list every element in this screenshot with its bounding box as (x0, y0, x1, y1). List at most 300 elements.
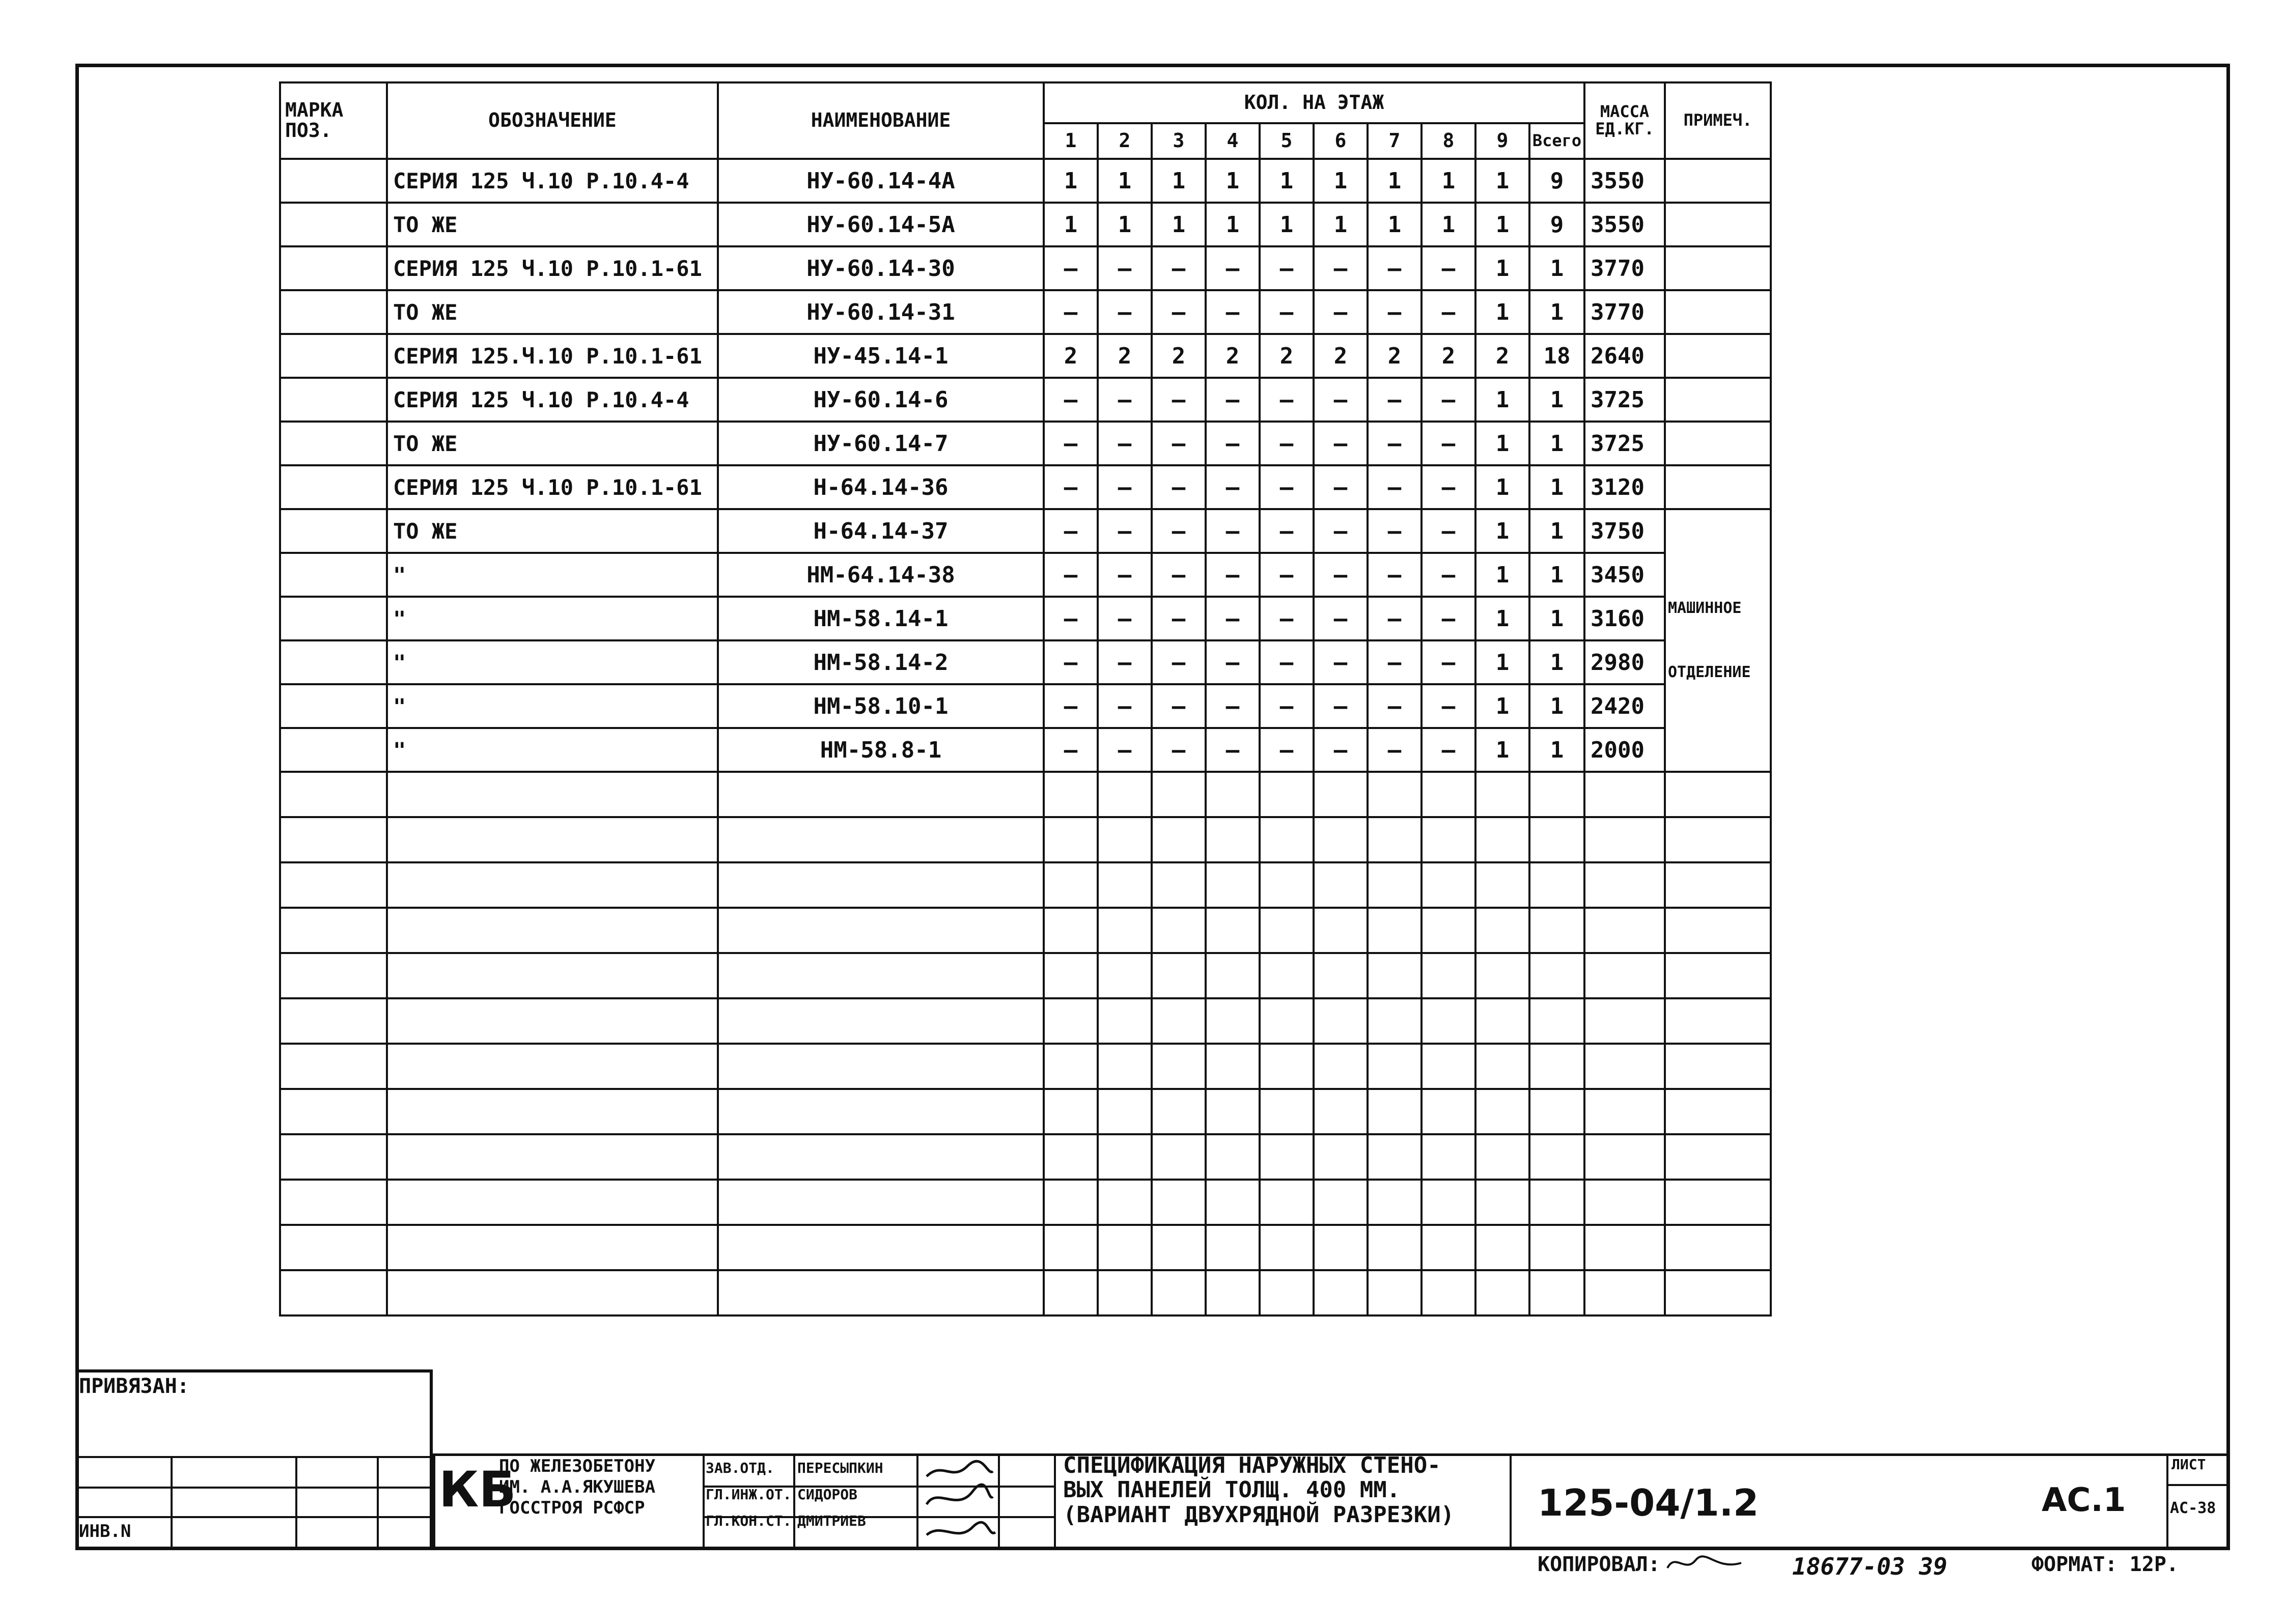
empty-table-row (280, 1044, 1771, 1089)
cell-floor-qty: — (1422, 597, 1475, 640)
cell-floor-qty (1098, 1044, 1152, 1089)
cell-note (1665, 290, 1771, 334)
cell-floor-qty: — (1314, 465, 1368, 509)
cell-floor-qty (1314, 1225, 1368, 1270)
cell-floor-qty (1260, 817, 1314, 862)
cell-floor-qty (1044, 1180, 1098, 1225)
cell-floor-qty: — (1206, 465, 1260, 509)
cell-floor-qty: 1 (1044, 159, 1098, 203)
cell-oboznachenie (387, 1134, 718, 1180)
cell-floor-qty (1475, 1134, 1529, 1180)
cell-total: 9 (1529, 159, 1584, 203)
cell-marka (280, 203, 387, 246)
cell-floor-qty: — (1422, 246, 1475, 290)
cell-floor-qty: — (1152, 509, 1206, 553)
cell-floor-qty: — (1260, 509, 1314, 553)
header-marka: МАРКА ПОЗ. (280, 82, 387, 159)
cell-floor-qty (1152, 1225, 1206, 1270)
cell-oboznachenie (387, 862, 718, 908)
cell-oboznachenie: " (387, 553, 718, 597)
cell-total (1529, 862, 1584, 908)
cell-oboznachenie: ТО ЖЕ (387, 422, 718, 465)
empty-table-row (280, 998, 1771, 1044)
cell-floor-qty (1260, 1134, 1314, 1180)
cell-floor-qty (1260, 772, 1314, 817)
cell-floor-qty (1206, 908, 1260, 953)
cell-floor-qty (1368, 1134, 1422, 1180)
cell-naimenovanie: НМ-58.8-1 (718, 728, 1044, 772)
cell-floor-qty: — (1044, 378, 1098, 422)
cell-floor-qty: 1 (1475, 553, 1529, 597)
cell-floor-qty: 1 (1475, 509, 1529, 553)
cell-floor-qty: — (1044, 509, 1098, 553)
cell-floor-qty (1314, 1270, 1368, 1315)
cell-marka (280, 862, 387, 908)
cell-floor-qty: — (1152, 728, 1206, 772)
cell-floor-qty (1314, 772, 1368, 817)
cell-total: 1 (1529, 465, 1584, 509)
empty-table-row (280, 1089, 1771, 1134)
empty-table-row (280, 1180, 1771, 1225)
cell-floor-qty (1152, 1089, 1206, 1134)
cell-oboznachenie: СЕРИЯ 125.Ч.10 Р.10.1-61 (387, 334, 718, 378)
table-row (280, 465, 1771, 509)
cell-marka (280, 553, 387, 597)
cell-marka (280, 640, 387, 684)
cell-floor-qty: 2 (1314, 334, 1368, 378)
cell-floor-qty: — (1260, 553, 1314, 597)
cell-total (1529, 908, 1584, 953)
title-block-line (998, 1453, 1000, 1550)
cell-naimenovanie: НУ-60.14-31 (718, 290, 1044, 334)
cell-floor-qty (1260, 1270, 1314, 1315)
title-line: (ВАРИАНТ ДВУХРЯДНОЙ РАЗРЕЗКИ) (1063, 1501, 1455, 1528)
title-line: ВЫХ ПАНЕЛЕЙ ТОЛЩ. 400 ММ. (1063, 1477, 1401, 1503)
format-label: ФОРМАТ: 12Р. (2031, 1553, 2179, 1576)
cell-note (1665, 334, 1771, 378)
title-block-line (916, 1453, 918, 1550)
privyazan-line (75, 1456, 433, 1458)
cell-naimenovanie (718, 1270, 1044, 1315)
cell-floor-qty (1368, 1044, 1422, 1089)
cell-floor-qty (1368, 817, 1422, 862)
cell-floor-qty: — (1314, 597, 1368, 640)
cell-total: 1 (1529, 378, 1584, 422)
cell-naimenovanie (718, 772, 1044, 817)
cell-floor-qty: — (1098, 422, 1152, 465)
cell-floor-qty (1422, 1134, 1475, 1180)
kb-logo: КБ (439, 1461, 516, 1518)
cell-floor-qty: — (1368, 290, 1422, 334)
cell-mass: 3725 (1584, 378, 1665, 422)
cell-floor-qty: 1 (1475, 203, 1529, 246)
cell-note (1665, 953, 1771, 998)
cell-floor-qty (1260, 953, 1314, 998)
cell-floor-qty: 1 (1475, 159, 1529, 203)
sheet-code: АС.1 (2042, 1481, 2126, 1519)
document-number: 125-04/1.2 (1538, 1481, 1759, 1524)
title-block-line (1510, 1453, 1512, 1550)
cell-mass: 3550 (1584, 159, 1665, 203)
header-floor: 2 (1098, 123, 1152, 159)
cell-floor-qty (1152, 1044, 1206, 1089)
cell-total (1529, 953, 1584, 998)
cell-floor-qty (1422, 998, 1475, 1044)
cell-note (1665, 817, 1771, 862)
cell-floor-qty (1475, 953, 1529, 998)
cell-floor-qty: — (1260, 246, 1314, 290)
header-floor: 4 (1206, 123, 1260, 159)
cell-floor-qty (1422, 1225, 1475, 1270)
cell-floor-qty: 1 (1422, 159, 1475, 203)
cell-oboznachenie (387, 998, 718, 1044)
cell-oboznachenie: СЕРИЯ 125 Ч.10 Р.10.4-4 (387, 159, 718, 203)
cell-floor-qty: 1 (1475, 728, 1529, 772)
cell-marka (280, 1180, 387, 1225)
empty-table-row (280, 862, 1771, 908)
cell-floor-qty (1314, 1134, 1368, 1180)
cell-floor-qty: — (1260, 378, 1314, 422)
cell-floor-qty: — (1206, 553, 1260, 597)
cell-floor-qty (1368, 1180, 1422, 1225)
cell-floor-qty: — (1044, 465, 1098, 509)
specification-table (279, 81, 1772, 1317)
table-row (280, 509, 1771, 553)
header-massa: МАССА ЕД.КГ. (1584, 82, 1665, 159)
cell-floor-qty (1044, 817, 1098, 862)
cell-floor-qty (1368, 772, 1422, 817)
cell-floor-qty: 1 (1314, 159, 1368, 203)
privyazan-line (171, 1456, 173, 1550)
cell-floor-qty: — (1422, 684, 1475, 728)
cell-mass: 2980 (1584, 640, 1665, 684)
cell-mass (1584, 953, 1665, 998)
cell-floor-qty (1044, 998, 1098, 1044)
cell-floor-qty (1152, 1134, 1206, 1180)
cell-floor-qty (1368, 908, 1422, 953)
cell-floor-qty (1098, 908, 1152, 953)
cell-naimenovanie (718, 953, 1044, 998)
cell-floor-qty (1044, 1044, 1098, 1089)
cell-mass: 3450 (1584, 553, 1665, 597)
cell-note (1665, 1270, 1771, 1315)
cell-floor-qty (1314, 998, 1368, 1044)
cell-marka (280, 817, 387, 862)
cell-naimenovanie: Н-64.14-37 (718, 509, 1044, 553)
cell-mass (1584, 1270, 1665, 1315)
cell-floor-qty: 2 (1206, 334, 1260, 378)
cell-floor-qty (1422, 953, 1475, 998)
cell-floor-qty (1098, 817, 1152, 862)
cell-floor-qty: — (1260, 597, 1314, 640)
cell-floor-qty: — (1260, 640, 1314, 684)
cell-floor-qty (1044, 1134, 1098, 1180)
cell-mass: 3770 (1584, 246, 1665, 290)
cell-oboznachenie (387, 772, 718, 817)
cell-floor-qty: 1 (1152, 159, 1206, 203)
cell-floor-qty (1152, 772, 1206, 817)
roles-column (706, 1455, 792, 1534)
cell-floor-qty: — (1422, 728, 1475, 772)
cell-marka (280, 290, 387, 334)
cell-naimenovanie (718, 1225, 1044, 1270)
cell-total: 18 (1529, 334, 1584, 378)
cell-mass (1584, 998, 1665, 1044)
cell-floor-qty (1098, 1225, 1152, 1270)
cell-floor-qty: — (1044, 728, 1098, 772)
org-line: ГОССТРОЯ РСФСР (499, 1497, 645, 1518)
cell-marka (280, 465, 387, 509)
cell-floor-qty: — (1368, 728, 1422, 772)
cell-naimenovanie: НУ-45.14-1 (718, 334, 1044, 378)
cell-mass (1584, 908, 1665, 953)
cell-floor-qty (1152, 817, 1206, 862)
cell-floor-qty (1098, 953, 1152, 998)
cell-mass: 3160 (1584, 597, 1665, 640)
cell-naimenovanie (718, 817, 1044, 862)
cell-floor-qty (1098, 998, 1152, 1044)
cell-floor-qty (1422, 1180, 1475, 1225)
cell-floor-qty: — (1368, 465, 1422, 509)
table-row (280, 290, 1771, 334)
cell-floor-qty: — (1368, 509, 1422, 553)
cell-floor-qty (1206, 1089, 1260, 1134)
cell-floor-qty: — (1206, 378, 1260, 422)
cell-total (1529, 817, 1584, 862)
cell-floor-qty: 1 (1475, 422, 1529, 465)
cell-mass: 3550 (1584, 203, 1665, 246)
cell-floor-qty (1206, 1270, 1260, 1315)
cell-floor-qty (1206, 1044, 1260, 1089)
cell-marka (280, 998, 387, 1044)
cell-floor-qty: — (1314, 640, 1368, 684)
cell-floor-qty: — (1098, 597, 1152, 640)
cell-floor-qty (1152, 1180, 1206, 1225)
cell-naimenovanie: Н-64.14-36 (718, 465, 1044, 509)
cell-floor-qty: — (1314, 422, 1368, 465)
cell-floor-qty (1314, 1180, 1368, 1225)
cell-oboznachenie: СЕРИЯ 125 Ч.10 Р.10.1-61 (387, 246, 718, 290)
cell-oboznachenie (387, 908, 718, 953)
header-floor: 1 (1044, 123, 1098, 159)
table-row (280, 203, 1771, 246)
cell-floor-qty: 2 (1422, 334, 1475, 378)
empty-table-row (280, 1270, 1771, 1315)
cell-floor-qty: 1 (1206, 203, 1260, 246)
inv-label: ИНВ.N (79, 1521, 131, 1542)
cell-total: 1 (1529, 290, 1584, 334)
cell-floor-qty: — (1368, 246, 1422, 290)
cell-floor-qty (1098, 1180, 1152, 1225)
cell-total: 1 (1529, 553, 1584, 597)
cell-floor-qty (1368, 862, 1422, 908)
title-block-line (433, 1453, 435, 1550)
cell-floor-qty: — (1044, 553, 1098, 597)
table-row (280, 159, 1771, 203)
cell-total: 1 (1529, 728, 1584, 772)
cell-oboznachenie (387, 817, 718, 862)
cell-floor-qty (1260, 908, 1314, 953)
cell-floor-qty: — (1206, 246, 1260, 290)
cell-naimenovanie (718, 908, 1044, 953)
cell-floor-qty (1044, 1225, 1098, 1270)
cell-floor-qty: 2 (1098, 334, 1152, 378)
cell-floor-qty: — (1098, 509, 1152, 553)
cell-mass: 2640 (1584, 334, 1665, 378)
cell-floor-qty (1044, 1089, 1098, 1134)
cell-note (1665, 422, 1771, 465)
cell-total (1529, 1134, 1584, 1180)
cell-note (1665, 203, 1771, 246)
cell-mass (1584, 1134, 1665, 1180)
cell-floor-qty: — (1422, 290, 1475, 334)
title-block-line (1054, 1453, 1056, 1550)
cell-floor-qty: — (1368, 553, 1422, 597)
cell-note (1665, 862, 1771, 908)
cell-floor-qty (1152, 908, 1206, 953)
cell-floor-qty: — (1314, 684, 1368, 728)
cell-oboznachenie: " (387, 728, 718, 772)
cell-total (1529, 1270, 1584, 1315)
role: ЗАВ.ОТД. (706, 1460, 774, 1476)
title-block-line (703, 1453, 705, 1550)
table-row (280, 597, 1771, 640)
cell-floor-qty (1098, 862, 1152, 908)
empty-table-row (280, 1134, 1771, 1180)
cell-floor-qty: — (1152, 684, 1206, 728)
cell-oboznachenie: " (387, 640, 718, 684)
cell-floor-qty (1422, 908, 1475, 953)
cell-floor-qty: — (1098, 640, 1152, 684)
cell-mass (1584, 1180, 1665, 1225)
cell-mass (1584, 1089, 1665, 1134)
cell-floor-qty: — (1422, 378, 1475, 422)
cell-total (1529, 998, 1584, 1044)
cell-floor-qty (1044, 953, 1098, 998)
cell-total (1529, 772, 1584, 817)
cell-floor-qty: — (1314, 378, 1368, 422)
cell-floor-qty: 1 (1314, 203, 1368, 246)
cell-naimenovanie: НУ-60.14-5А (718, 203, 1044, 246)
cell-floor-qty (1206, 1225, 1260, 1270)
cell-naimenovanie (718, 1044, 1044, 1089)
cell-naimenovanie: НУ-60.14-6 (718, 378, 1044, 422)
cell-floor-qty: 1 (1475, 246, 1529, 290)
cell-floor-qty (1206, 1180, 1260, 1225)
header-floor: 7 (1368, 123, 1422, 159)
cell-floor-qty (1475, 908, 1529, 953)
cell-floor-qty: — (1368, 422, 1422, 465)
cell-marka (280, 1134, 387, 1180)
cell-floor-qty (1368, 998, 1422, 1044)
table-row (280, 553, 1771, 597)
cell-mass (1584, 772, 1665, 817)
cell-marka (280, 908, 387, 953)
cell-floor-qty: — (1044, 684, 1098, 728)
title-line: СПЕЦИФИКАЦИЯ НАРУЖНЫХ СТЕНО- (1063, 1452, 1441, 1478)
cell-floor-qty (1475, 772, 1529, 817)
cell-floor-qty: — (1314, 509, 1368, 553)
table-row (280, 378, 1771, 422)
cell-marka (280, 509, 387, 553)
cell-floor-qty: 1 (1098, 159, 1152, 203)
table-row (280, 334, 1771, 378)
cell-total: 1 (1529, 509, 1584, 553)
cell-floor-qty: 1 (1044, 203, 1098, 246)
cell-floor-qty: — (1206, 684, 1260, 728)
table-row (280, 246, 1771, 290)
order-number: 18677-03 39 (1792, 1553, 1947, 1580)
cell-mass: 3770 (1584, 290, 1665, 334)
person-name: ПЕРЕСЫПКИН (797, 1460, 883, 1476)
kopiroval-signature (1665, 1548, 1746, 1578)
cell-note (1665, 1225, 1771, 1270)
cell-floor-qty: — (1044, 422, 1098, 465)
cell-floor-qty (1314, 817, 1368, 862)
cell-note (1665, 1044, 1771, 1089)
cell-floor-qty: 2 (1368, 334, 1422, 378)
cell-floor-qty: — (1206, 597, 1260, 640)
cell-floor-qty (1044, 772, 1098, 817)
cell-floor-qty: — (1260, 728, 1314, 772)
cell-floor-qty (1475, 1180, 1529, 1225)
cell-floor-qty: 2 (1260, 334, 1314, 378)
table-row (280, 422, 1771, 465)
person-name: ДМИТРИЕВ (797, 1512, 866, 1529)
cell-naimenovanie: НМ-58.14-2 (718, 640, 1044, 684)
cell-floor-qty: 1 (1368, 203, 1422, 246)
cell-total: 9 (1529, 203, 1584, 246)
cell-floor-qty (1260, 1044, 1314, 1089)
cell-floor-qty: — (1152, 422, 1206, 465)
cell-floor-qty: — (1314, 290, 1368, 334)
cell-mass (1584, 862, 1665, 908)
cell-oboznachenie: ТО ЖЕ (387, 290, 718, 334)
cell-marka (280, 378, 387, 422)
cell-naimenovanie: НУ-60.14-4А (718, 159, 1044, 203)
cell-floor-qty: — (1098, 246, 1152, 290)
cell-marka (280, 1225, 387, 1270)
cell-total (1529, 1225, 1584, 1270)
cell-floor-qty (1206, 953, 1260, 998)
cell-floor-qty (1475, 1270, 1529, 1315)
cell-naimenovanie: НУ-60.14-7 (718, 422, 1044, 465)
cell-floor-qty: — (1152, 246, 1206, 290)
cell-floor-qty: — (1260, 422, 1314, 465)
cell-floor-qty: — (1206, 640, 1260, 684)
cell-floor-qty: — (1314, 246, 1368, 290)
cell-mass: 3750 (1584, 509, 1665, 553)
cell-floor-qty: 1 (1422, 203, 1475, 246)
cell-total (1529, 1089, 1584, 1134)
cell-marka (280, 334, 387, 378)
cell-naimenovanie: НМ-58.10-1 (718, 684, 1044, 728)
cell-floor-qty: — (1098, 553, 1152, 597)
cell-total: 1 (1529, 640, 1584, 684)
cell-floor-qty: — (1422, 509, 1475, 553)
cell-floor-qty: — (1152, 290, 1206, 334)
cell-floor-qty (1368, 1089, 1422, 1134)
cell-floor-qty (1422, 1044, 1475, 1089)
cell-floor-qty: 1 (1152, 203, 1206, 246)
cell-floor-qty: — (1368, 640, 1422, 684)
cell-naimenovanie (718, 998, 1044, 1044)
cell-floor-qty (1206, 1134, 1260, 1180)
cell-floor-qty: 1 (1475, 597, 1529, 640)
cell-naimenovanie: НУ-60.14-30 (718, 246, 1044, 290)
cell-floor-qty (1368, 953, 1422, 998)
cell-marka (280, 728, 387, 772)
